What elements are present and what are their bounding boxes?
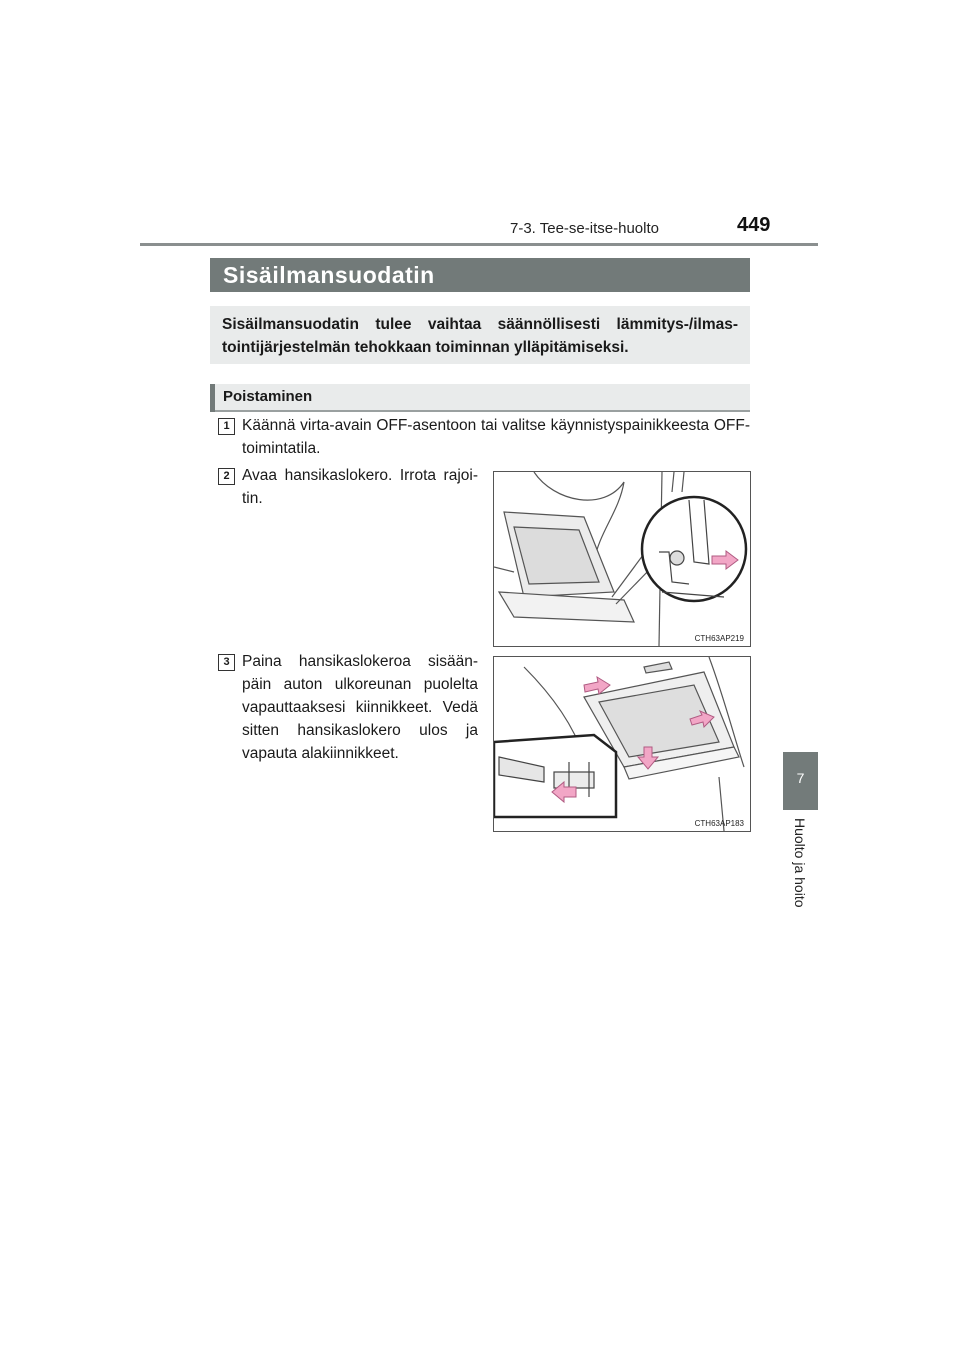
step-3-text: Paina hansikaslokeroa sisään-päin auton ulkoreunan puolelta vapauttaaksesi kiinnikkeet. Vedä sitten hansikaslokero ulos ja vapauta alakiinnikkeet. bbox=[242, 653, 478, 762]
figure-glovebox-removal bbox=[493, 656, 751, 832]
figure-2-illustration bbox=[494, 657, 750, 831]
step-3-badge: 3 bbox=[218, 654, 235, 671]
intro-box bbox=[210, 306, 750, 364]
section-title: Sisäilmansuodatin bbox=[223, 262, 435, 288]
chapter-number: 7 bbox=[796, 770, 805, 786]
figure-1-code: CTH63AP219 bbox=[694, 634, 744, 643]
step-2-text: Avaa hansikaslokero. Irrota rajoi-tin. bbox=[242, 467, 478, 507]
step-1-text: Käännä virta-avain OFF-asentoon tai valitse käynnistyspainikkeesta OFF-toimintatila. bbox=[242, 417, 750, 457]
page-number: 449 bbox=[737, 214, 771, 236]
step-2-badge: 2 bbox=[218, 468, 235, 485]
subheading-accent bbox=[210, 384, 215, 412]
intro-text: Sisäilmansuodatin tulee vaihtaa säännöllisesti lämmitys-/ilmas-tointijärjestelmän tehokkaan toiminnan ylläpitämiseksi. bbox=[222, 316, 738, 356]
figure-glovebox-limiter bbox=[493, 471, 751, 647]
subheading-box bbox=[210, 384, 750, 412]
step-1-badge: 1 bbox=[218, 418, 235, 435]
section-title-bar bbox=[210, 258, 750, 292]
chapter-tab bbox=[783, 752, 818, 810]
section-path: 7-3. Tee-se-itse-huolto bbox=[510, 220, 659, 237]
header-divider bbox=[140, 243, 818, 246]
figure-1-illustration bbox=[494, 472, 750, 646]
chapter-title: Huolto ja hoito bbox=[792, 818, 808, 908]
subheading: Poistaminen bbox=[223, 388, 313, 405]
figure-2-code: CTH63AP183 bbox=[694, 819, 744, 828]
